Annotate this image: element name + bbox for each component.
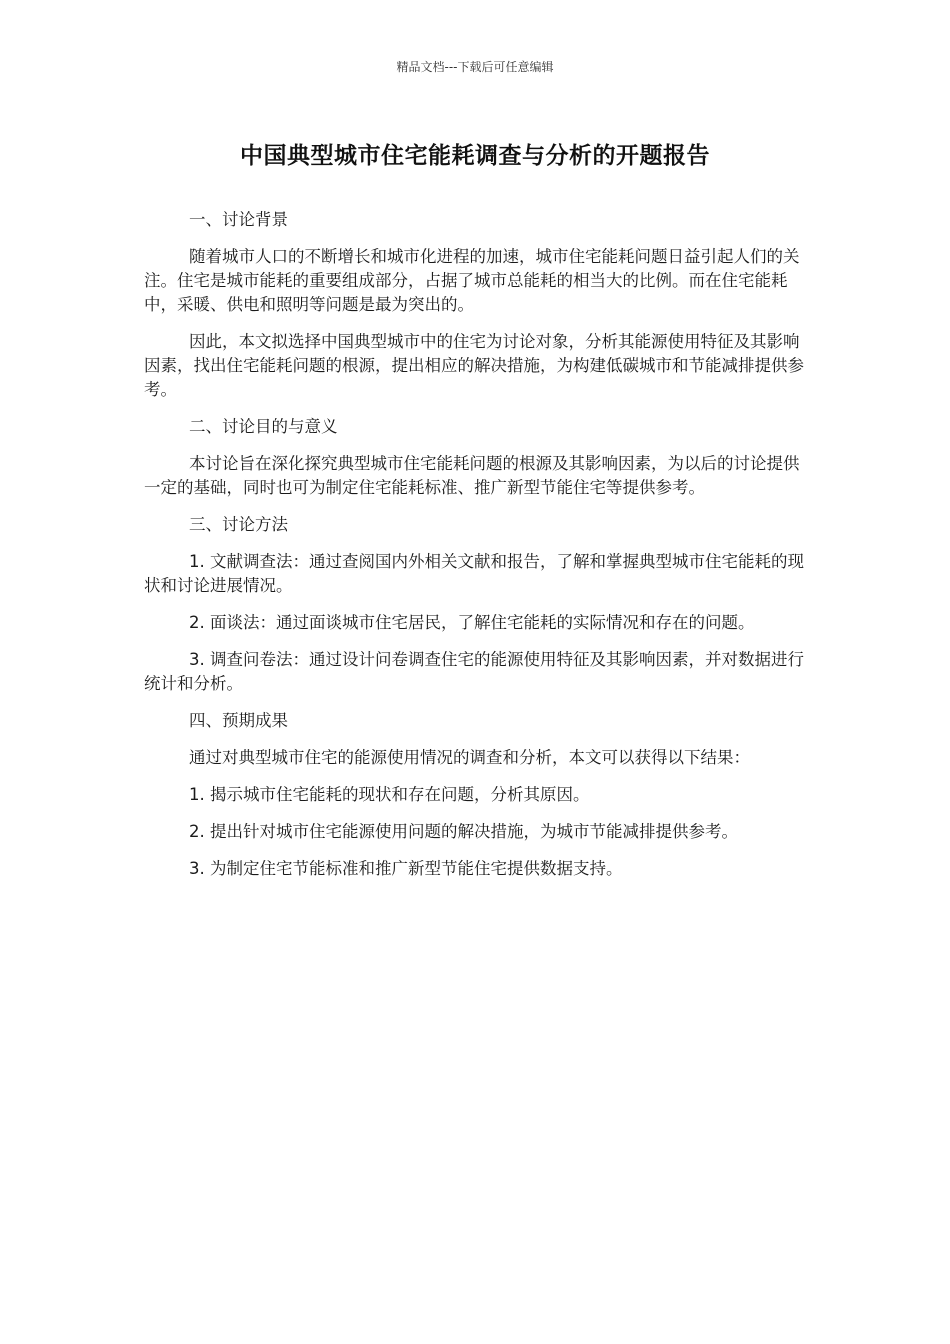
document-title: 中国典型城市住宅能耗调查与分析的开题报告 <box>240 143 710 169</box>
section-heading-purpose: 二、讨论目的与意义 <box>189 417 338 436</box>
section-heading-methods: 三、讨论方法 <box>189 515 288 534</box>
result-item: 2. 提出针对城市住宅能源使用问题的解决措施，为城市节能减排提供参考。 <box>189 822 738 841</box>
header-note: 精品文档---下载后可任意编辑 <box>396 60 554 74</box>
paragraph-background-2: 因此，本文拟选择中国典型城市中的住宅为讨论对象，分析其能源使用特征及其影响因素，找出住宅能耗问题的根源，提出相应的解决措施，为构建低碳城市和节能减排提供参考。 <box>144 332 804 399</box>
paragraph-purpose-1: 本讨论旨在深化探究典型城市住宅能耗问题的根源及其影响因素，为以后的讨论提供一定的基础，同时也可为制定住宅能耗标准、推广新型节能住宅等提供参考。 <box>144 454 800 497</box>
document-body <box>144 208 806 894</box>
result-item: 3. 为制定住宅节能标准和推广新型节能住宅提供数据支持。 <box>189 859 623 878</box>
section-heading-results: 四、预期成果 <box>189 711 288 730</box>
result-item: 1. 揭示城市住宅能耗的现状和存在问题，分析其原因。 <box>189 785 590 804</box>
method-item: 1. 文献调查法：通过查阅国内外相关文献和报告，了解和掌握典型城市住宅能耗的现状和讨论进展情况。 <box>144 552 804 595</box>
section-heading-background: 一、讨论背景 <box>189 210 288 229</box>
paragraph-background-1: 随着城市人口的不断增长和城市化进程的加速，城市住宅能耗问题日益引起人们的关注。住宅是城市能耗的重要组成部分，占据了城市总能耗的相当大的比例。而在住宅能耗中，采暖、供电和照明等问题是最为突出的。 <box>144 247 800 314</box>
method-item: 2. 面谈法：通过面谈城市住宅居民，了解住宅能耗的实际情况和存在的问题。 <box>189 613 755 632</box>
method-item: 3. 调查问卷法：通过设计问卷调查住宅的能源使用特征及其影响因素，并对数据进行统计和分析。 <box>144 650 804 693</box>
paragraph-results-intro: 通过对典型城市住宅的能源使用情况的调查和分析，本文可以获得以下结果： <box>189 748 750 767</box>
